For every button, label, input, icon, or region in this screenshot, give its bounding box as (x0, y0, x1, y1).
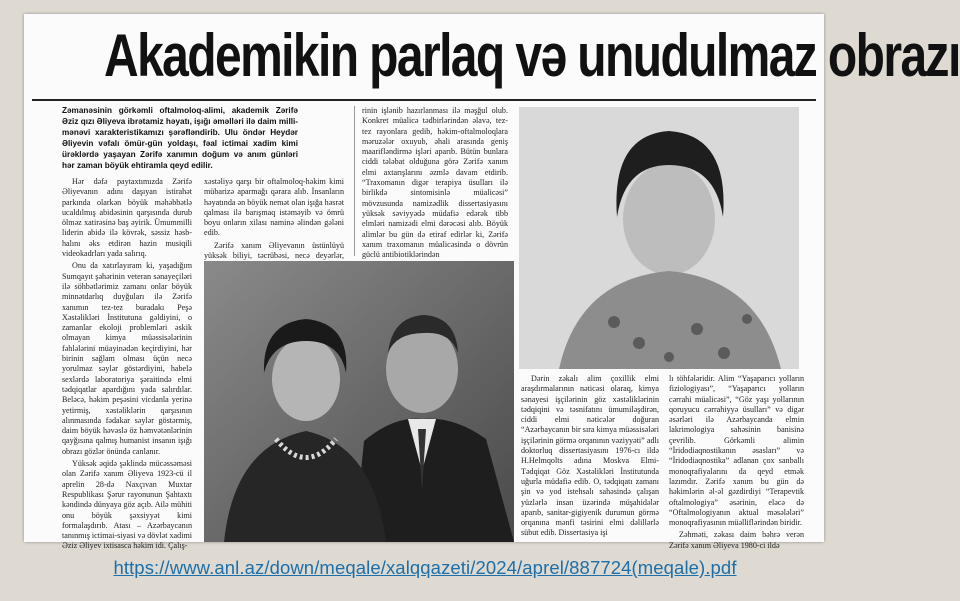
lead-text: Zəmanəsinin görkəmli oftalmoloq-alimi, akademik Zərifə Əziz qızı Əliyeva ibrətamiz həyatı, işığı əməlləri ilə daim milli-mənəvi xarakteristikamızı şərəfləndirib. Ulu öndər Heydər Əliyevin vəfalı ömür-gün yoldaşı, fəal ictimai xadim kimi ürəklərdə yaşayan Zərifə xanımın doğum və anım günləri hər zaman böyük ehtiramla qeyd edilir. (62, 106, 298, 170)
column-4 (521, 374, 659, 542)
portrait-photo (519, 107, 799, 369)
portrait-photo-image (519, 107, 799, 369)
headline-rule (32, 99, 816, 101)
source-url-link[interactable]: https://www.anl.az/down/meqale/xalqqazeti/2024/aprel/887724(meqale).pdf (113, 557, 737, 578)
column-5 (669, 374, 804, 550)
col4-paragraph-1: Dərin zəkalı alim çoxillik elmi araşdırmalarının nəticəsi olaraq, kimya sənayesi işçilərinin göz xəstəliklərinin tədqiqini və təsnifatını ümumiləşdirən, ciddi elmi nəticələr doğuran “Azərbaycanın bir sıra kimya müəssisələri işçilərinin görmə orqanının vəziyyəti” adlı doktorluq dissertasiyasını 1976-cı ildə H.Helmqolts adına Moskva Elmi-Tədqiqat Göz Xəstəlikləri İnstitutunda uğurla müdafiə edib. O, tədqiqatı zamanı şin və yod istehsalı sahəsində çalışan yüzlərlə insan üzərində müşahidələr aparıb, sanitar-gigiyenik durumun görmə orqanına mənfi təsirini elmi dəlillərlə sübut edib. Dissertasiya işi (521, 374, 659, 538)
col5-paragraph-2: Zəhməti, zəkası daim bəhrə verən Zərifə xanım Əliyeva 1980-ci ildə (669, 530, 804, 550)
newspaper-clipping (24, 14, 960, 551)
column-2 (204, 177, 344, 261)
couple-photo-image (204, 261, 514, 542)
column-1 (62, 177, 192, 551)
couple-photo (204, 261, 514, 542)
lead-paragraph (62, 105, 298, 173)
headline: Akademikin parlaq və unudulmaz obrazı (104, 22, 960, 89)
column-3 (362, 106, 508, 260)
col1-paragraph-1: Hər dəfə paytaxtımızda Zərifə Əliyevanın adını daşıyan istirahət parkında olarkən böyük məhəbbətlə ucaldılmış abidəsinin qarşısında durub ölməz xatirəsinə baş əyirik. Ümummilli liderin abidə ilə kövrək, səssiz həsb-halını əks etdirən hazin musiqili videokadrları yada salırıq. (62, 177, 192, 259)
col5-paragraph-1: lı töhfələridir. Alim “Yaşaparıcı yolların fiziologiyası”, “Yaşaparıcı yolların cərrahi müalicəsi”, “Göz yaşı yollarının qoruyucu cərrahiyyə üsulları” və digər əsərləri ilə Azərbaycanda elmin lakrimologiya sahəsinin banisinə çevrilib. Görkəmli alimin “İridodiaqnostikanın əsasları” və “İridodiaqnostika” adlanan çox sanballı monoqrafiyalarını da qeyd etmək lazımdır. Zərifə xanım bu gün də həkimlərin əl-əl gəzdirdiyi “Terapevtik oftalmologiya” əsərinin, eləcə də “Oftalmologiyanın aktual məsələləri” monoqrafiyasının müəlliflərindən biridir. (669, 374, 804, 528)
col3-paragraph-1: rinin işlənib hazırlanması ilə məşğul olub. Konkret müalicə tədbirlərindən əlavə, tez-tez rayonlara gedib, həkim-oftalmoloqlara məruzələr oxuyub, əhali arasında geniş maarifləndirmə işləri aparıb. Bütün bunlara ciddi tələbat olduğuna görə Zərifə xanım elmi axtarışlarını əzmlə davam etdirib. “Traxomanın digər terapiya üsulları ilə birlikdə sintomisinlə müalicəsi” mövzusunda namizədlik dissertasiyasını yüksək səviyyədə müdafiə edərək tibb elmləri namizədi elmi dərəcəsi alıb. Böyük alimlər bu gün də etiraf edirlər ki, Zərifə xanım traxomanın müalicəsində o dövrün güclü antibiotiklərindən (362, 106, 508, 260)
col1-paragraph-3: Yüksək əqidə şəklində mücəssəməsi olan Zərifə xanım Əliyeva 1923-cü il aprelin 28-də Naxçıvan Muxtar Respublikası Şərur rayonunun Şahtaxtı kəndində dünyaya göz açıb. Ailə mühiti onu böyük şəxsiyyət kimi formalaşdırıb. Atası – Azərbaycanın tanınmış ictimai-siyasi və dövlət xadimi Əziz Əliyev ixtisasca həkim idi. Çalış- (62, 459, 192, 551)
col1-paragraph-2: Onu da xatırlayıram ki, yaşadığım Sumqayıt şəhərinin veteran sənayeçiləri ilə söhbətlərimiz zamanı onlar böyük minnətdarlıq duyğuları ilə Zərifə xanımın tez-tez buradakı Peşə Xəstəlikləri İnstitutuna gəldiyini, o zamanlar ekoloji problemləri əskik olmayan kimya müəssisələrinin fəhlələrini müayinədən keçirdiyini, hər birinin sağlam olması üçün necə yorulmaz səylər göstərdiyini, habelə sexlərdə laboratoriya şəraitində elmi tədqiqatlar apardığını yada salırdılar. Beləcə, həkim peşəsini vicdanla yerinə yetirmiş, xəstəliklərin qarşısının alınmasında fədakar səylər göstərmiş, daim böyük həvəslə öz həmvətənlərinin qayğısına qalmış humanist insanın işığı obrazı gözlər önündə canlanır. (62, 261, 192, 456)
col2-paragraph-1: xəstəliyə qarşı bir oftalmoloq-həkim kimi mübarizə aparmağı qərara alıb. İnsanların həyatında ən böyük nemət olan işığa həsrət qalması ilə barışmaq istəməyib və ömrü boyu onların xilası naminə əlindən gələni edib. (204, 177, 344, 238)
col2-paragraph-2: Zərifə xanım Əliyevanın üstünlüyü yüksək biliyi, təcrübəsi, necə deyərlər, (204, 240, 344, 261)
column-divider (354, 106, 355, 256)
